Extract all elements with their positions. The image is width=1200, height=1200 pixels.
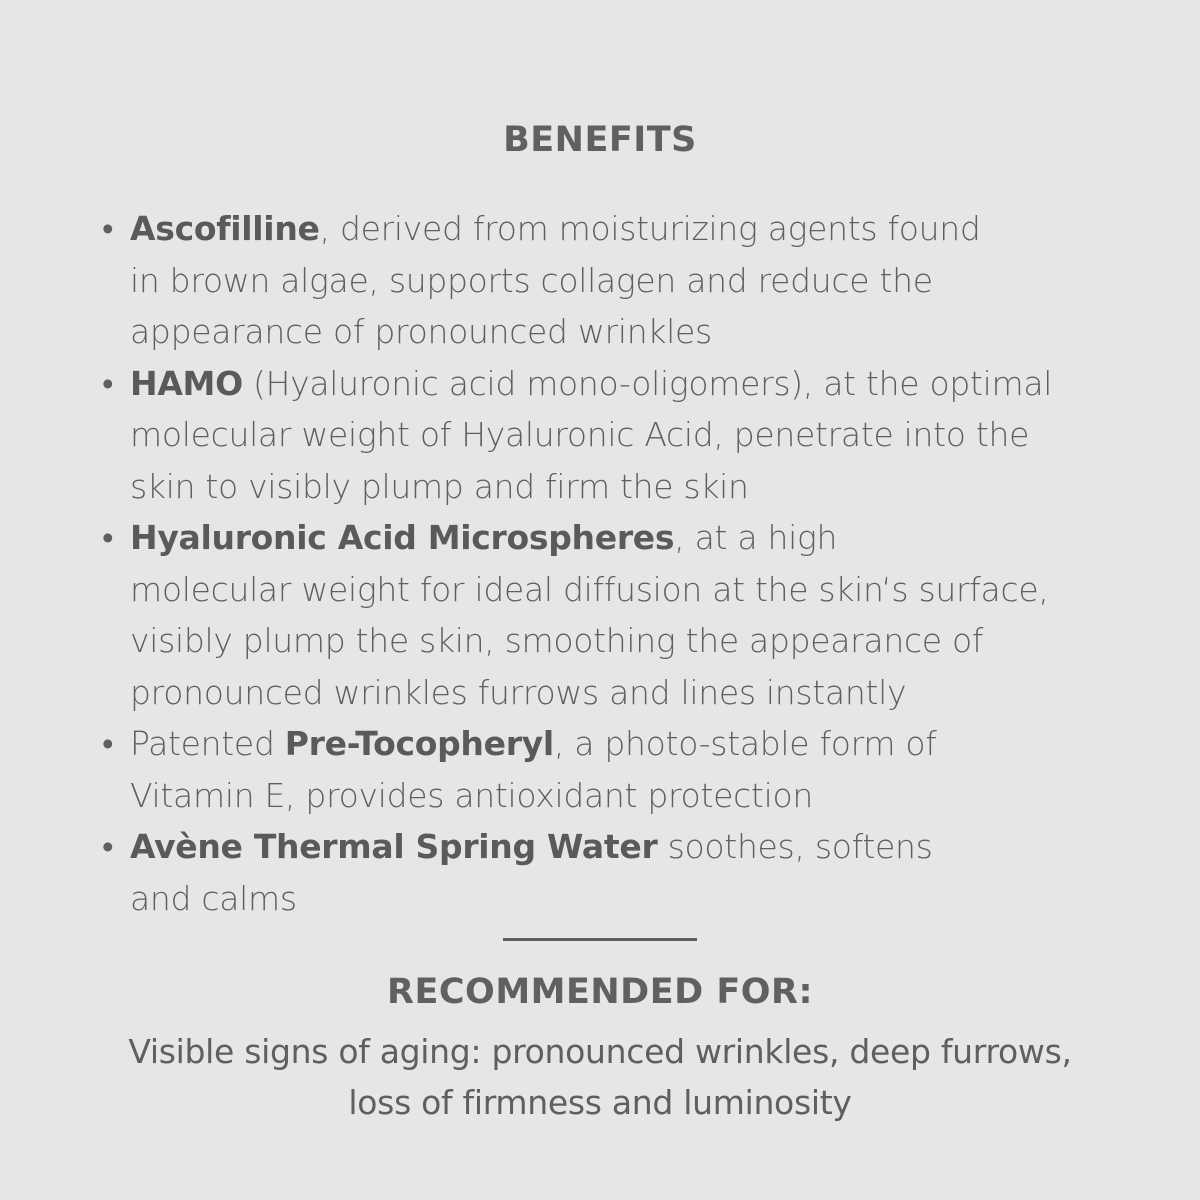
benefit-line: skin to visibly plump and firm the skin bbox=[130, 466, 749, 506]
recommended-text bbox=[0, 1026, 1200, 1128]
recommended-line: Visible signs of aging: pronounced wrinkles, deep furrows, bbox=[128, 1032, 1072, 1071]
benefit-line: in brown algae, supports collagen and reduce the bbox=[130, 260, 933, 300]
benefit-ingredient-name: HAMO bbox=[130, 363, 243, 403]
benefit-item-hamo bbox=[100, 358, 1100, 513]
benefit-ingredient-name: Hyaluronic Acid Microspheres bbox=[130, 518, 675, 557]
section-divider bbox=[503, 938, 697, 941]
bullet-icon: • bbox=[102, 724, 114, 763]
benefit-line bbox=[130, 203, 1100, 255]
benefit-item-hyaluronic-microspheres bbox=[100, 512, 1100, 718]
benefit-description: , at a high bbox=[674, 518, 838, 557]
benefit-item-ascofilline bbox=[100, 203, 1100, 358]
benefit-ingredient-name: Ascofilline bbox=[130, 209, 320, 248]
benefit-ingredient-name: Pre-Tocopheryl bbox=[284, 724, 554, 763]
benefit-line: and calms bbox=[130, 878, 297, 918]
benefit-prefix: Patented bbox=[130, 724, 285, 763]
benefit-line: visibly plump the skin, smoothing the appearance of bbox=[130, 621, 984, 660]
bullet-icon: • bbox=[102, 518, 114, 557]
benefit-description: soothes, softens bbox=[657, 827, 933, 866]
benefit-line bbox=[130, 821, 1100, 873]
benefit-description: (Hyaluronic acid mono-oligomers), at the optimal bbox=[242, 363, 1053, 403]
recommended-heading: RECOMMENDED FOR: bbox=[387, 972, 813, 1012]
benefit-line bbox=[130, 718, 1100, 770]
benefit-line: Vitamin E, provides antioxidant protection bbox=[130, 775, 813, 815]
benefit-line: appearance of pronounced wrinkles bbox=[130, 312, 712, 351]
benefits-heading: BENEFITS bbox=[503, 120, 697, 160]
benefit-line: pronounced wrinkles furrows and lines instantly bbox=[130, 672, 907, 712]
benefit-description: , a photo-stable form of bbox=[553, 724, 937, 763]
benefit-ingredient-name: Avène Thermal Spring Water bbox=[130, 827, 658, 866]
bullet-icon: • bbox=[102, 827, 114, 866]
bullet-icon: • bbox=[102, 363, 114, 403]
benefit-item-thermal-spring-water bbox=[100, 821, 1100, 924]
benefit-line bbox=[130, 512, 1100, 564]
benefit-line: molecular weight for ideal diffusion at the skin‘s surface, bbox=[130, 569, 1049, 609]
benefit-line: molecular weight of Hyaluronic Acid, penetrate into the bbox=[130, 415, 1030, 454]
recommended-line: loss of firmness and luminosity bbox=[348, 1083, 852, 1122]
benefit-description: , derived from moisturizing agents found bbox=[319, 209, 981, 248]
bullet-icon: • bbox=[102, 209, 114, 248]
benefit-item-pre-tocopheryl bbox=[100, 718, 1100, 821]
benefit-line bbox=[130, 358, 1100, 410]
benefit-list bbox=[100, 203, 1100, 924]
